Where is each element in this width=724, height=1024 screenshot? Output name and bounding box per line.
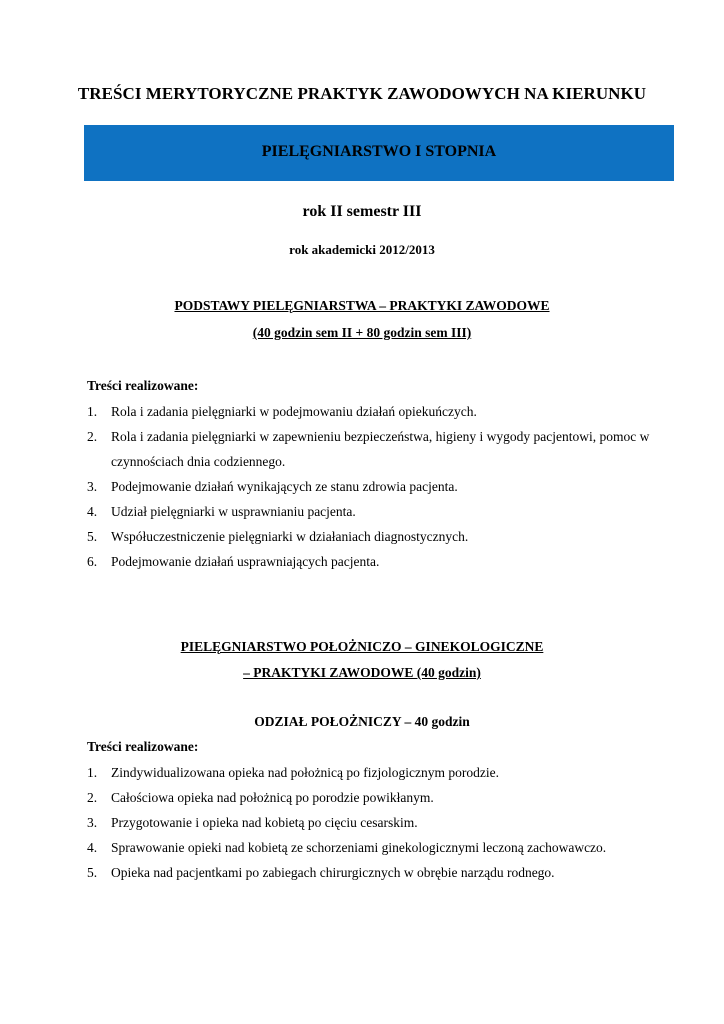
section2-subheading: ODZIAŁ POŁOŻNICZY – 40 godzin (254, 714, 470, 729)
item-number: 2. (87, 790, 98, 805)
list-item (87, 399, 667, 424)
item-number: 5. (87, 529, 98, 544)
item-text: Sprawowanie opieki nad kobietą ze schorzeniami ginekologicznymi leczoną zachowawczo. (111, 840, 607, 855)
list-item (87, 860, 667, 885)
list-item (87, 760, 667, 785)
item-text: Rola i zadania pielęgniarki w zapewnieniu bezpieczeństwa, higieny i wygody pacjentowi, pomoc w czynnościach dnia codziennego. (111, 429, 650, 469)
item-number: 4. (87, 840, 98, 855)
list-item (87, 810, 667, 835)
section2-list (87, 760, 667, 885)
list-item (87, 474, 667, 499)
list-item (87, 424, 667, 474)
item-text: Przygotowanie i opieka nad kobietą po cięciu cesarskim. (111, 815, 418, 830)
list-item (87, 785, 667, 810)
section2-heading: PIELĘGNIARSTWO POŁOŻNICZO – GINEKOLOGICZNE (180, 639, 544, 654)
program-banner (84, 125, 674, 181)
section1-list (87, 399, 667, 574)
section2-hours: – PRAKTYKI ZAWODOWE (40 godzin) (243, 665, 481, 680)
item-number: 4. (87, 504, 98, 519)
item-number: 3. (87, 479, 98, 494)
item-text: Podejmowanie działań usprawniających pacjenta. (111, 554, 380, 569)
item-text: Rola i zadania pielęgniarki w podejmowaniu działań opiekuńczych. (111, 404, 477, 419)
item-text: Podejmowanie działań wynikających ze stanu zdrowia pacjenta. (111, 479, 458, 494)
item-text: Całościowa opieka nad położnicą po porodzie powikłanym. (111, 790, 434, 805)
section2-label: Treści realizowane: (87, 739, 199, 754)
section1-label: Treści realizowane: (87, 378, 199, 393)
item-number: 6. (87, 554, 98, 569)
section1-heading: PODSTAWY PIELĘGNIARSTWA – PRAKTYKI ZAWODOWE (174, 298, 550, 313)
section1-hours: (40 godzin sem II + 80 godzin sem III) (252, 325, 472, 340)
list-item (87, 524, 667, 549)
item-number: 1. (87, 404, 98, 419)
item-number: 3. (87, 815, 98, 830)
year-semester: rok II semestr III (302, 203, 422, 220)
item-number: 1. (87, 765, 98, 780)
document-title: TREŚCI MERYTORYCZNE PRAKTYK ZAWODOWYCH NA KIERUNKU (77, 84, 647, 103)
program-name: PIELĘGNIARSTWO I STOPNIA (261, 143, 497, 160)
item-text: Udział pielęgniarki w usprawnianiu pacjenta. (111, 504, 356, 519)
list-item (87, 549, 667, 574)
academic-year: rok akademicki 2012/2013 (289, 242, 435, 257)
item-number: 5. (87, 865, 98, 880)
item-text: Opieka nad pacjentkami po zabiegach chirurgicznych w obrębie narządu rodnego. (111, 865, 555, 880)
item-number: 2. (87, 429, 98, 444)
list-item (87, 499, 667, 524)
list-item (87, 835, 667, 860)
item-text: Współuczestniczenie pielęgniarki w działaniach diagnostycznych. (111, 529, 469, 544)
item-text: Zindywidualizowana opieka nad położnicą po fizjologicznym porodzie. (111, 765, 499, 780)
